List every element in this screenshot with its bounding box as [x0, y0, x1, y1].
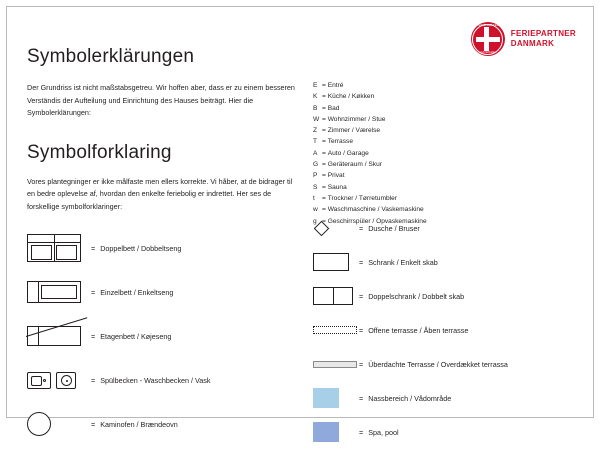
abbr-item [313, 170, 571, 181]
legend-label-double-bed: Doppelbett / Dobbeltseng [100, 243, 182, 253]
abbr-key: P [313, 172, 318, 180]
legend-row-stove [27, 407, 297, 441]
abbr-text: Auto / Garage [327, 149, 369, 157]
legend-equals: = [91, 375, 96, 385]
legend-row-wardrobe [313, 249, 575, 275]
legend-label-stove: Kaminofen / Brændeovn [100, 419, 178, 429]
legend-label-open-terrace: Offene terrasse / Åben terrasse [368, 325, 469, 335]
abbr-dash: = [322, 217, 326, 225]
legend-equals: = [91, 243, 96, 253]
logo-wordmark-line1: FERIEPARTNER [510, 29, 576, 38]
abbr-key: B [313, 104, 318, 112]
danish-title: Symbolforklaring [27, 141, 172, 163]
legend-label-wardrobe: Schrank / Enkelt skab [368, 257, 438, 267]
logo-badge-icon [471, 22, 505, 56]
legend-label-sink: Spülbecken - Waschbecken / Vask [100, 375, 211, 385]
abbr-key: Z [313, 127, 318, 135]
abbr-text: Wohnzimmer / Stue [327, 115, 386, 123]
abbr-item [313, 136, 571, 147]
abbr-item [313, 159, 571, 170]
right-legend-list [313, 215, 575, 453]
abbr-dash: = [322, 104, 326, 112]
abbr-item [313, 114, 571, 125]
abbr-text: Terrasse [327, 138, 353, 146]
legend-equals: = [359, 427, 364, 437]
wood-stove-icon [27, 412, 89, 436]
abbr-key: G [313, 161, 319, 169]
abbr-dash: = [322, 127, 326, 135]
double-bed-icon [27, 234, 89, 262]
abbr-item [313, 125, 571, 136]
legend-equals: = [91, 419, 96, 429]
abbr-dash: = [322, 183, 326, 191]
logo-badge-top-text: FERIEPARTNER [476, 24, 499, 28]
logo-wordmark-line2: DANMARK [510, 39, 555, 48]
legend-label-wet-area: Nassbereich / Vådområde [368, 393, 452, 403]
feriepartner-logo [471, 22, 576, 56]
abbr-key: T [313, 138, 318, 146]
legend-label-pool: Spa, pool [368, 427, 399, 437]
legend-equals: = [359, 393, 364, 403]
abbr-key: E [313, 82, 318, 89]
abbr-text: Entré [327, 82, 344, 89]
legend-row-wet-area [313, 385, 575, 411]
bunk-bed-icon [27, 326, 89, 346]
abbr-key: g [313, 217, 317, 225]
abbr-dash: = [322, 82, 326, 89]
legend-label-bunk-bed: Etagenbett / Køjeseng [100, 331, 172, 341]
abbr-text: Sauna [327, 183, 347, 191]
abbr-dash: = [322, 149, 326, 157]
abbr-text: Küche / Køkken [327, 93, 375, 101]
legend-label-double-wardrobe: Doppelschrank / Dobbelt skab [368, 291, 465, 301]
legend-label-single-bed: Einzelbett / Enkeltseng [100, 287, 174, 297]
abbr-item [313, 204, 571, 215]
legend-row-open-terrace [313, 317, 575, 343]
covered-terrace-icon [313, 361, 359, 368]
wet-area-swatch-icon [313, 388, 359, 408]
abbr-text: Geschirrspüler / Opvaskemaskine [327, 217, 427, 225]
abbr-item [313, 91, 571, 102]
logo-wordmark [511, 29, 576, 49]
legend-row-pool [313, 419, 575, 445]
pool-swatch-icon [313, 422, 359, 442]
legend-label-covered-terrace: Überdachte Terrasse / Overdækket terrassa [368, 359, 508, 369]
legend-row-shower [313, 215, 575, 241]
abbr-text: Geräteraum / Skur [327, 161, 382, 169]
legend-row-double-bed [27, 231, 297, 265]
abbr-dash: = [322, 194, 326, 202]
logo-badge-bottom-text: DANMARK [480, 50, 495, 54]
german-paragraph: Der Grundriss ist nicht maßstabsgetreu. Wir hoffen aber, dass er zu einem besseren Verständis der Aufteilung und Einrichtung des Hauses beiträgt. Hier die Symbolerklärungen: [27, 83, 295, 117]
open-terrace-icon [313, 326, 359, 334]
legend-equals: = [359, 291, 364, 301]
german-title: Symbolerklärungen [27, 46, 195, 67]
legend-equals: = [91, 287, 96, 297]
double-wardrobe-icon [313, 287, 359, 305]
abbr-key: t [313, 194, 315, 202]
abbr-dash: = [322, 93, 326, 101]
abbr-dash: = [322, 206, 326, 214]
abbr-item [313, 103, 571, 114]
legend-row-double-wardrobe [313, 283, 575, 309]
abbr-key: S [313, 183, 318, 191]
legend-row-single-bed [27, 275, 297, 309]
abbr-dash: = [322, 115, 326, 123]
abbr-text: Privat [327, 172, 345, 180]
legend-equals: = [359, 223, 364, 233]
abbr-text: Zimmer / Værelse [327, 127, 381, 135]
abbreviation-list [313, 80, 571, 227]
legend-equals: = [91, 331, 96, 341]
sink-icon [27, 372, 89, 389]
wardrobe-icon [313, 253, 359, 271]
legend-equals: = [359, 359, 364, 369]
danish-paragraph: Vores plantegninger er ikke målfaste men ellers korrekte. Vi håber, at de bidrager til en bedre oplevelse af, hvordan den enkelte feriebolig er indrettet. Her ses de forskellige symbolforklaringer: [27, 176, 293, 211]
left-legend-list [27, 231, 297, 441]
abbr-item [313, 193, 571, 204]
left-column [27, 46, 297, 451]
abbr-dash: = [322, 138, 326, 146]
abbr-item [313, 148, 571, 159]
abbr-text: Trockner / Tørretumbler [327, 194, 397, 202]
abbr-item [313, 80, 571, 91]
abbr-key: W [313, 115, 320, 123]
legend-equals: = [359, 257, 364, 267]
legend-label-shower: Dusche / Bruser [368, 223, 420, 233]
legend-equals: = [359, 325, 364, 335]
abbr-text: Waschmaschine / Vaskemaskine [327, 206, 424, 214]
abbr-key: w [313, 206, 318, 214]
shower-icon [313, 223, 359, 234]
legend-row-bunk-bed [27, 319, 297, 353]
abbr-dash: = [322, 172, 326, 180]
legend-row-sink [27, 363, 297, 397]
legend-row-covered-terrace [313, 351, 575, 377]
abbreviation-column [313, 80, 571, 227]
single-bed-icon [27, 281, 89, 303]
abbr-key: K [313, 93, 318, 101]
abbr-key: A [313, 149, 318, 157]
abbr-text: Bad [327, 104, 340, 112]
abbr-dash: = [322, 161, 326, 169]
abbr-item [313, 182, 571, 193]
